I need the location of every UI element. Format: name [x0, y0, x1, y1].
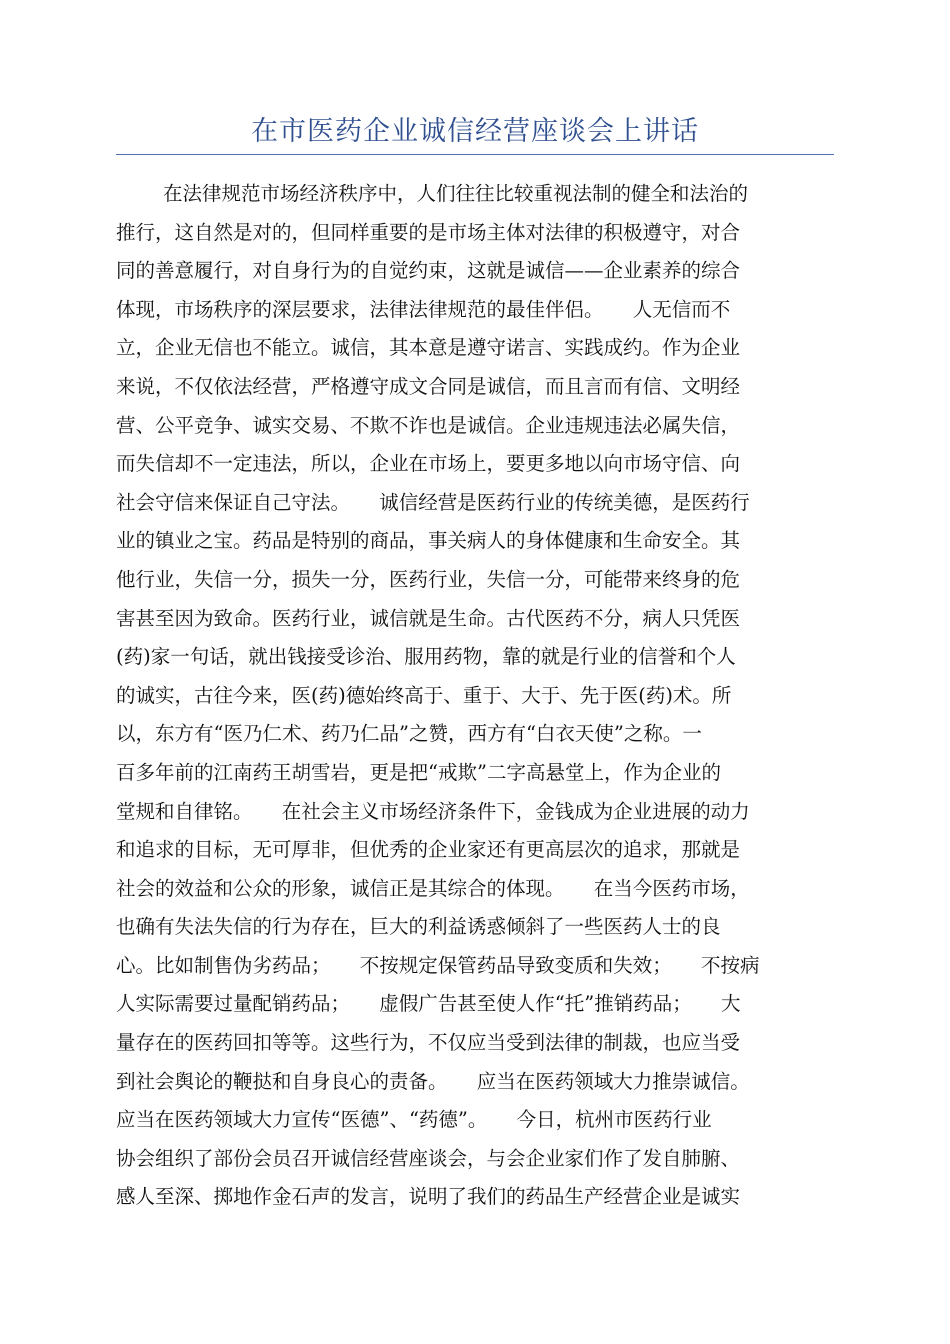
text-line: 的诚实，古往今来，医(药)德始终高于、重于、大于、先于医(药)术。所 — [116, 683, 732, 707]
text-line: 心。比如制售伪劣药品； 不按规定保管药品导致变质和失效； 不按病 — [116, 953, 760, 977]
text-line: 在法律规范市场经济秩序中，人们往往比较重视法制的健全和法治的 — [163, 182, 749, 205]
text-line: 来说，不仅依法经营，严格遵守成文合同是诚信，而且言而有信、文明经 — [116, 374, 741, 398]
document-title: 在市医药企业诚信经营座谈会上讲话 — [251, 116, 699, 147]
text-line: (药)家一句话，就出钱接受诊治、服用药物，靠的就是行业的信誉和个人 — [116, 645, 736, 669]
text-line: 堂规和自律铭。 在社会主义市场经济条件下，金钱成为企业进展的动力 — [116, 799, 750, 823]
text-line: 百多年前的江南药王胡雪岩，更是把“戒欺”二字高悬堂上，作为企业的 — [116, 760, 721, 784]
text-line: 体现，市场秩序的深层要求，法律法律规范的最佳伴侣。 人无信而不 — [116, 297, 731, 321]
text-line: 社会守信来保证自己守法。 诚信经营是医药行业的传统美德，是医药行 — [116, 490, 750, 514]
title-underline — [116, 154, 834, 155]
text-line: 协会组织了部份会员召开诚信经营座谈会，与会企业家们作了发自肺腑、 — [116, 1146, 741, 1170]
text-line: 而失信却不一定违法，所以，企业在市场上，要更多地以向市场守信、向 — [116, 452, 741, 476]
text-line: 到社会舆论的鞭挞和自身良心的责备。 应当在医药领域大力推崇诚信。 — [116, 1069, 750, 1093]
text-line: 以，东方有“医乃仁术、药乃仁品”之赞，西方有“白衣天使”之称。一 — [116, 722, 702, 746]
text-line: 量存在的医药回扣等等。这些行为，不仅应当受到法律的制裁，也应当受 — [116, 1031, 741, 1055]
document-body — [116, 175, 834, 1217]
text-line: 应当在医药领域大力宣传“医德”、“药德”。 今日，杭州市医药行业 — [116, 1108, 712, 1132]
text-line: 社会的效益和公众的形象，诚信正是其综合的体现。 在当今医药市场， — [116, 876, 750, 900]
text-line: 他行业，失信一分，损失一分，医药行业，失信一分，可能带来终身的危 — [116, 567, 741, 591]
text-line: 人实际需要过量配销药品； 虚假广告甚至使人作“托”推销药品； 大 — [116, 992, 741, 1016]
text-line: 感人至深、掷地作金石声的发言，说明了我们的药品生产经营企业是诚实 — [116, 1185, 741, 1209]
text-line: 和追求的目标，无可厚非，但优秀的企业家还有更高层次的追求，那就是 — [116, 838, 741, 862]
text-line: 业的镇业之宝。药品是特别的商品，事关病人的身体健康和生命安全。其 — [116, 529, 741, 553]
text-line: 害甚至因为致命。医药行业，诚信就是生命。古代医药不分，病人只凭医 — [116, 606, 741, 630]
text-line: 立，企业无信也不能立。诚信，其本意是遵守诺言、实践成约。作为企业 — [116, 336, 741, 360]
text-line: 同的善意履行，对自身行为的自觉约束，这就是诚信——企业素养的综合 — [116, 259, 741, 283]
text-line: 也确有失法失信的行为存在，巨大的利益诱惑倾斜了一些医药人士的良 — [116, 915, 721, 939]
text-line: 营、公平竞争、诚实交易、不欺不诈也是诚信。企业违规违法必属失信， — [116, 413, 741, 437]
text-line: 推行，这自然是对的，但同样重要的是市场主体对法律的积极遵守，对合 — [116, 220, 741, 244]
